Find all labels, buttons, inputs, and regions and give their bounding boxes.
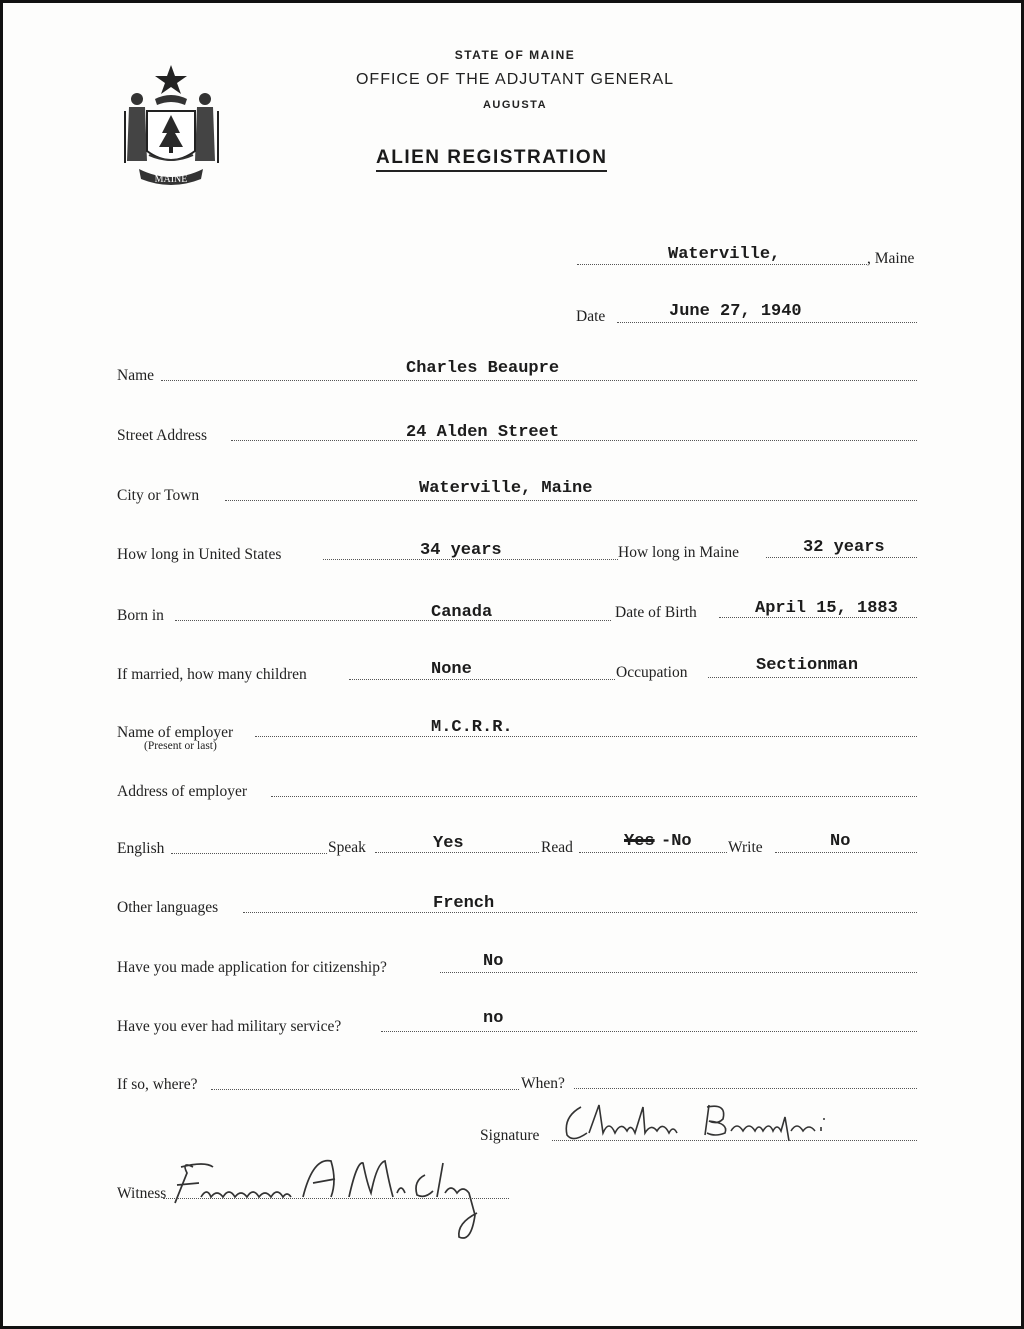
military-label: Have you ever had military service? (117, 1018, 342, 1035)
city-label: City or Town (117, 487, 200, 504)
employer-note: (Present or last) (144, 740, 217, 752)
place-value: Waterville, (668, 245, 781, 264)
date-label: Date (576, 308, 606, 325)
us-duration-value: 34 years (420, 541, 502, 560)
children-value: None (431, 660, 472, 679)
street-value: 24 Alden Street (406, 423, 560, 442)
maine-duration-label: How long in Maine (618, 544, 739, 561)
employer-label: Name of employer (117, 724, 234, 741)
write-value: No (830, 832, 851, 851)
where-label: If so, where? (117, 1076, 198, 1093)
speak-value: Yes (433, 834, 464, 853)
signature-handwriting (559, 1097, 849, 1147)
dob-value: April 15, 1883 (755, 599, 898, 618)
city-value: Waterville, Maine (419, 479, 593, 498)
read-label: Read (541, 839, 573, 856)
citizenship-label: Have you made application for citizenship? (117, 959, 387, 976)
date-value: June 27, 1940 (669, 302, 802, 321)
other-languages-label: Other languages (117, 899, 219, 916)
maine-duration-value: 32 years (803, 538, 885, 557)
read-struck-value: Yes (624, 832, 655, 851)
other-languages-value: French (433, 894, 495, 913)
occupation-label: Occupation (616, 664, 688, 681)
svg-text:MAINE: MAINE (154, 174, 188, 185)
speak-label: Speak (328, 839, 366, 856)
employer-address-label: Address of employer (117, 783, 247, 800)
english-label: English (117, 840, 165, 857)
occupation-value: Sectionman (756, 656, 859, 675)
name-label: Name (117, 367, 155, 384)
office-heading: OFFICE OF THE ADJUTANT GENERAL (355, 71, 675, 88)
state-heading: STATE OF MAINE (454, 48, 576, 62)
employer-value: M.C.R.R. (431, 718, 513, 737)
military-value: no (483, 1009, 504, 1028)
citizenship-value: No (483, 952, 504, 971)
dob-label: Date of Birth (615, 604, 697, 621)
witness-label: Witness (117, 1185, 167, 1202)
street-label: Street Address (117, 427, 207, 444)
children-label: If married, how many children (117, 666, 307, 683)
signature-label: Signature (480, 1127, 540, 1144)
write-label: Write (728, 839, 763, 856)
when-label: When? (521, 1075, 565, 1092)
city-heading: AUGUSTA (482, 99, 548, 111)
witness-signature-handwriting (153, 1153, 513, 1248)
us-duration-label: How long in United States (117, 546, 282, 563)
name-value: Charles Beaupre (406, 359, 560, 378)
born-in-value: Canada (431, 603, 493, 622)
read-value: -No (661, 832, 692, 851)
form-title: ALIEN REGISTRATION (376, 147, 607, 172)
maine-label: , Maine (867, 250, 915, 267)
born-in-label: Born in (117, 607, 164, 624)
